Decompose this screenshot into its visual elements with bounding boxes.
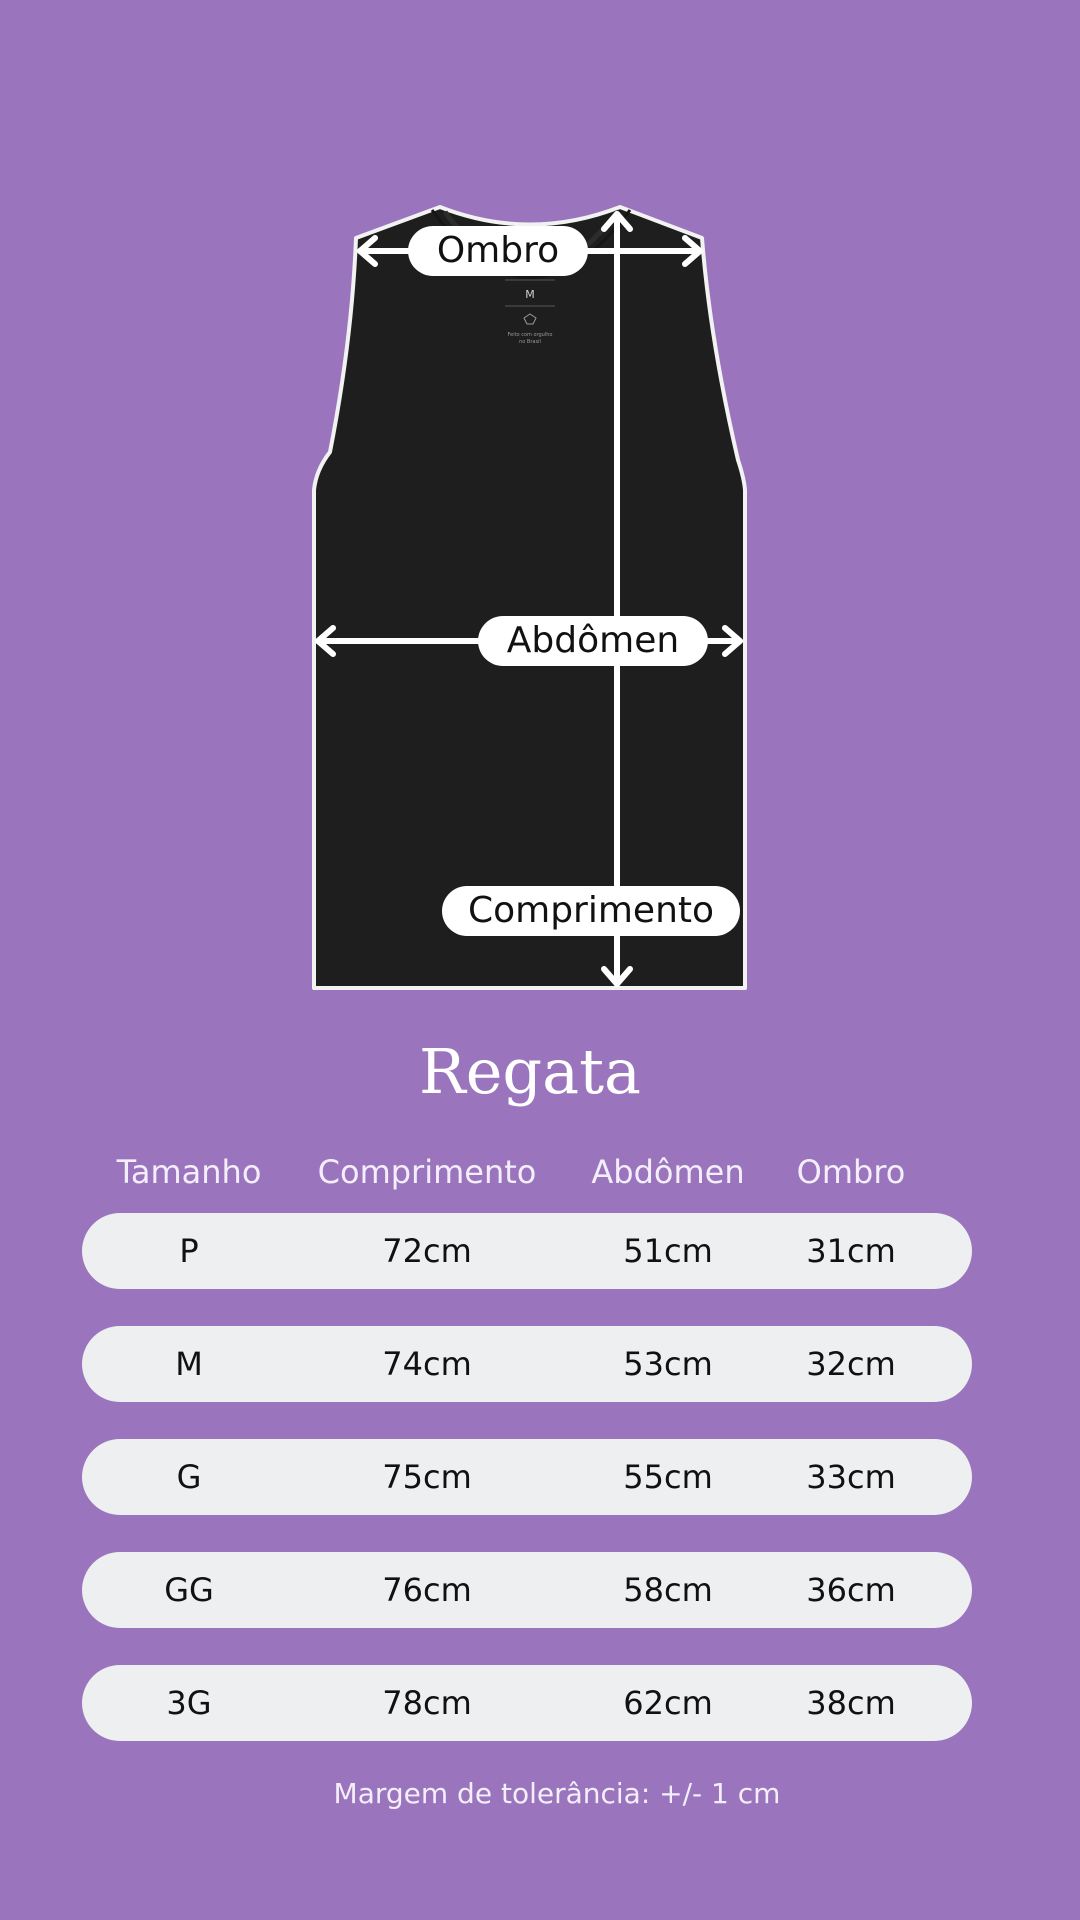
size-tag-text: M <box>525 288 535 301</box>
ombro-cell: 32cm <box>806 1345 896 1383</box>
comprimento-cell: 76cm <box>382 1571 472 1609</box>
ombro-cell: 33cm <box>806 1458 896 1496</box>
abdomen-cell: 53cm <box>623 1345 713 1383</box>
comprimento-label: Comprimento <box>442 886 740 936</box>
comprimento-cell: 72cm <box>382 1232 472 1270</box>
table-row <box>82 1326 972 1402</box>
size-cell: P <box>179 1232 199 1270</box>
header-comprimento: Comprimento <box>317 1153 537 1191</box>
ombro-cell: 38cm <box>806 1684 896 1722</box>
size-cell: 3G <box>166 1684 212 1722</box>
table-row <box>82 1665 972 1741</box>
abdomen-cell: 51cm <box>623 1232 713 1270</box>
size-cell: GG <box>164 1571 214 1609</box>
comprimento-cell: 78cm <box>382 1684 472 1722</box>
comprimento-cell: 75cm <box>382 1458 472 1496</box>
abdomen-cell: 58cm <box>623 1571 713 1609</box>
table-row <box>82 1213 972 1289</box>
ombro-label: Ombro <box>408 226 588 276</box>
table-row <box>82 1552 972 1628</box>
ombro-cell: 31cm <box>806 1232 896 1270</box>
abdomen-cell: 55cm <box>623 1458 713 1496</box>
header-abdomen: Abdômen <box>591 1153 745 1191</box>
abdomen-cell: 62cm <box>623 1684 713 1722</box>
size-cell: G <box>176 1458 202 1496</box>
header-tamanho: Tamanho <box>116 1153 262 1191</box>
size-tag-note: Feito com orgulho <box>507 332 553 338</box>
size-table-header <box>0 1148 1080 1196</box>
page-title: Regata <box>419 1035 641 1108</box>
table-row <box>82 1439 972 1515</box>
svg-text:no Brasil: no Brasil <box>519 339 541 345</box>
tolerance-note: Margem de tolerância: +/- 1 cm <box>333 1777 781 1810</box>
abdomen-label: Abdômen <box>478 616 708 666</box>
comprimento-cell: 74cm <box>382 1345 472 1383</box>
ombro-cell: 36cm <box>806 1571 896 1609</box>
size-cell: M <box>175 1345 203 1383</box>
header-ombro: Ombro <box>796 1153 906 1191</box>
